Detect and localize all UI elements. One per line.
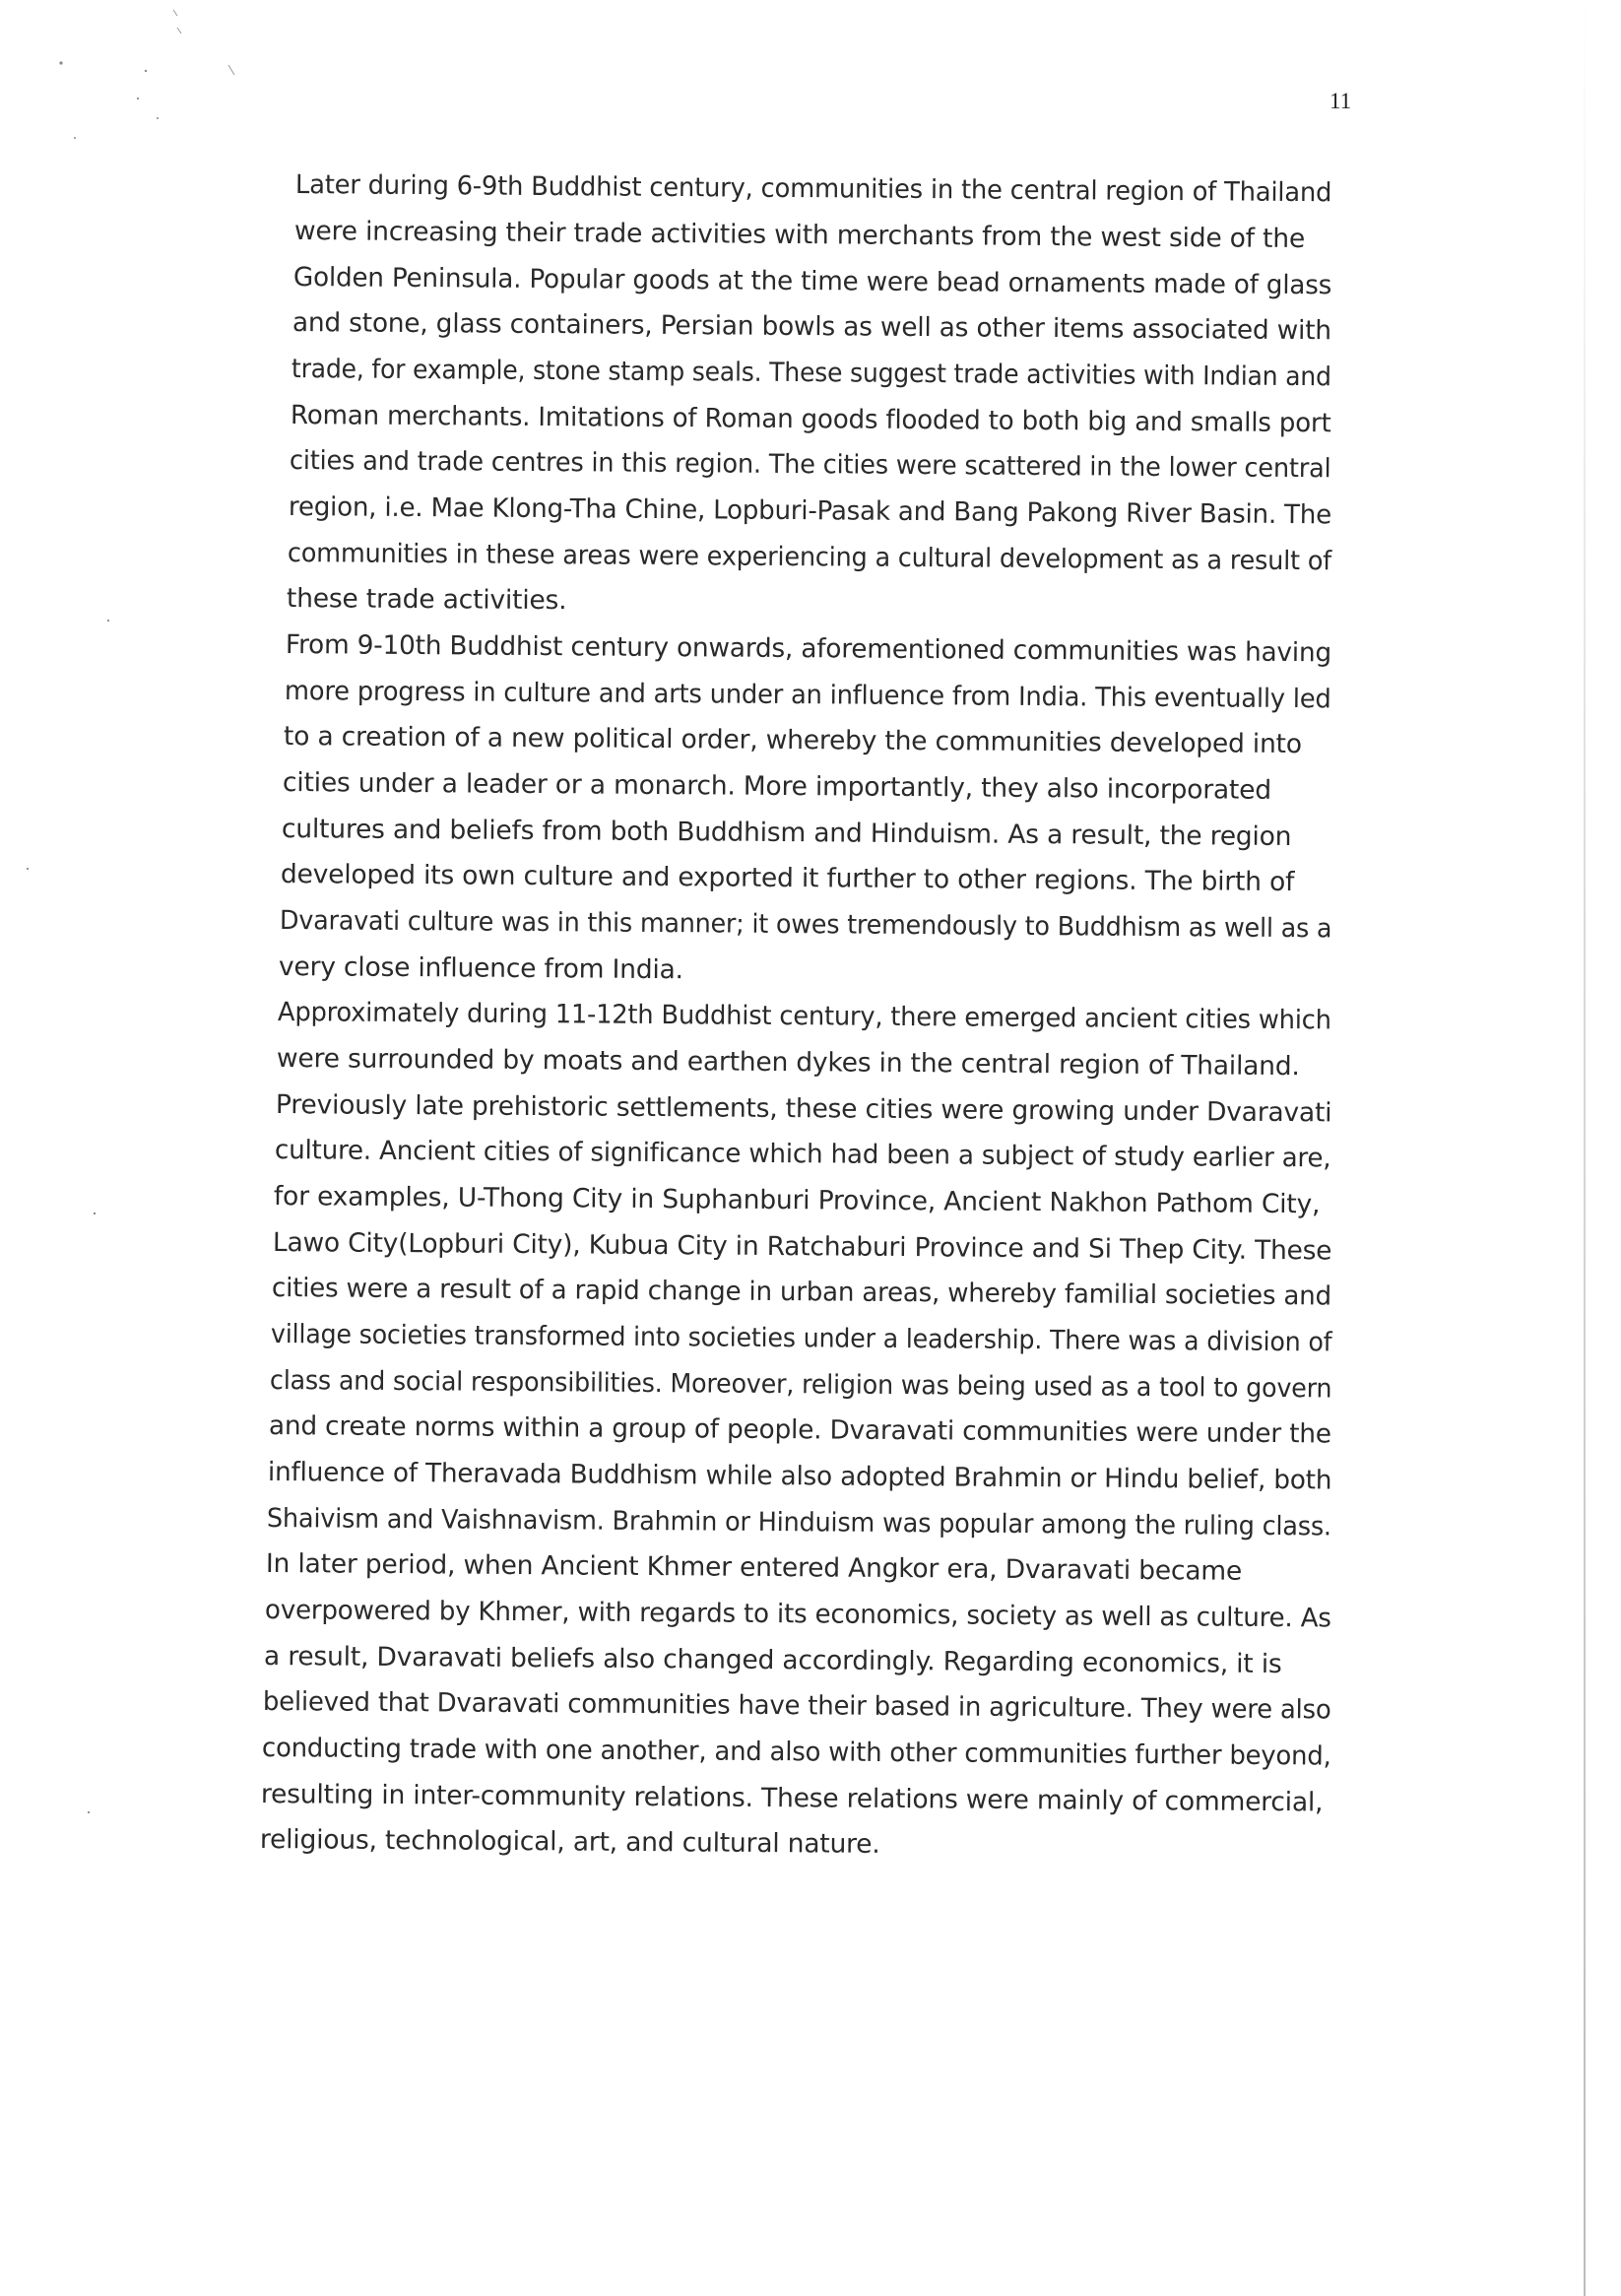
text-line: Previously late prehistoric settlements, these cities were growing under Dvaravati <box>275 1089 1332 1129</box>
text-line: more progress in culture and arts under an influence from India. This eventually led <box>284 676 1331 715</box>
text-line: developed its own culture and exported it further to other regions. The birth of <box>280 859 1295 898</box>
text-line: Lawo City(Lopburi City), Kubua City in Ratchaburi Province and Si Thep City. These <box>272 1227 1332 1267</box>
text-line: influence of Theravada Buddhism while also adopted Brahmin or Hindu belief, both <box>267 1457 1332 1496</box>
page-edge-shadow <box>1584 0 1586 2296</box>
text-line: From 9-10th Buddhist century onwards, aforementioned communities was having <box>285 629 1332 669</box>
text-line: Approximately during 11-12th Buddhist century, there emerged ancient cities which <box>277 997 1331 1036</box>
text-line: class and social responsibilities. Moreover, religion was being used as a tool to govern <box>269 1365 1332 1405</box>
page-number: 11 <box>1329 89 1352 113</box>
text-line: Shaivism and Vaishnavism. Brahmin or Hinduism was popular among the ruling class. <box>266 1503 1332 1542</box>
text-line: trade, for example, stone stamp seals. These suggest trade activities with Indian and <box>291 354 1331 393</box>
text-line: In later period, when Ancient Khmer entered Angkor era, Dvaravati became <box>265 1548 1243 1587</box>
text-line: very close influence from India. <box>278 951 683 986</box>
text-line: these trade activities. <box>286 583 567 617</box>
text-line: and stone, glass containers, Persian bowls as well as other items associated with <box>292 307 1331 347</box>
text-line: cities under a leader or a monarch. More importantly, they also incorporated <box>282 767 1272 806</box>
text-line: Roman merchants. Imitations of Roman goods flooded to both big and smalls port <box>290 400 1331 439</box>
text-line: were surrounded by moats and earthen dykes in the central region of Thailand. <box>276 1043 1300 1082</box>
text-line: for examples, U-Thong City in Suphanburi Province, Ancient Nakhon Pathom City, <box>273 1181 1321 1220</box>
text-line: cities were a result of a rapid change in urban areas, whereby familial societies and <box>271 1273 1331 1312</box>
text-line: Golden Peninsula. Popular goods at the time were bead ornaments made of glass <box>292 262 1332 301</box>
text-line: believed that Dvaravati communities have their based in agriculture. They were also <box>262 1686 1331 1726</box>
text-line: communities in these areas were experiencing a cultural development as a result of <box>287 538 1332 577</box>
text-line: cities and trade centres in this region. The cities were scattered in the lower central <box>289 445 1331 485</box>
text-line: religious, technological, art, and cultural nature. <box>259 1824 880 1860</box>
text-line: overpowered by Khmer, with regards to its economics, society as well as culture. As <box>264 1595 1331 1634</box>
text-line: were increasing their trade activities with merchants from the west side of the <box>293 216 1306 255</box>
text-line: Dvaravati culture was in this manner; it owes tremendously to Buddhism as well as a <box>279 905 1332 945</box>
text-line: a result, Dvaravati beliefs also changed accordingly. Regarding economics, it is <box>263 1641 1282 1680</box>
text-line: and create norms within a group of people. Dvaravati communities were under the <box>268 1410 1331 1450</box>
text-line: village societies transformed into societies under a leadership. There was a division of <box>270 1319 1332 1358</box>
text-line: conducting trade with one another, and also with other communities further beyond, <box>261 1733 1331 1772</box>
text-line: Later during 6-9th Buddhist century, communities in the central region of Thailand <box>294 169 1332 209</box>
text-line: culture. Ancient cities of significance which had been a subject of study earlier are, <box>274 1135 1331 1174</box>
text-line: to a creation of a new political order, whereby the communities developed into <box>283 721 1302 760</box>
text-line: cultures and beliefs from both Buddhism and Hinduism. As a result, the region <box>281 814 1292 853</box>
text-line: region, i.e. Mae Klong-Tha Chine, Lopburi-Pasak and Bang Pakong River Basin. The <box>288 492 1332 531</box>
text-line: resulting in inter-community relations. These relations were mainly of commercial, <box>260 1779 1324 1818</box>
